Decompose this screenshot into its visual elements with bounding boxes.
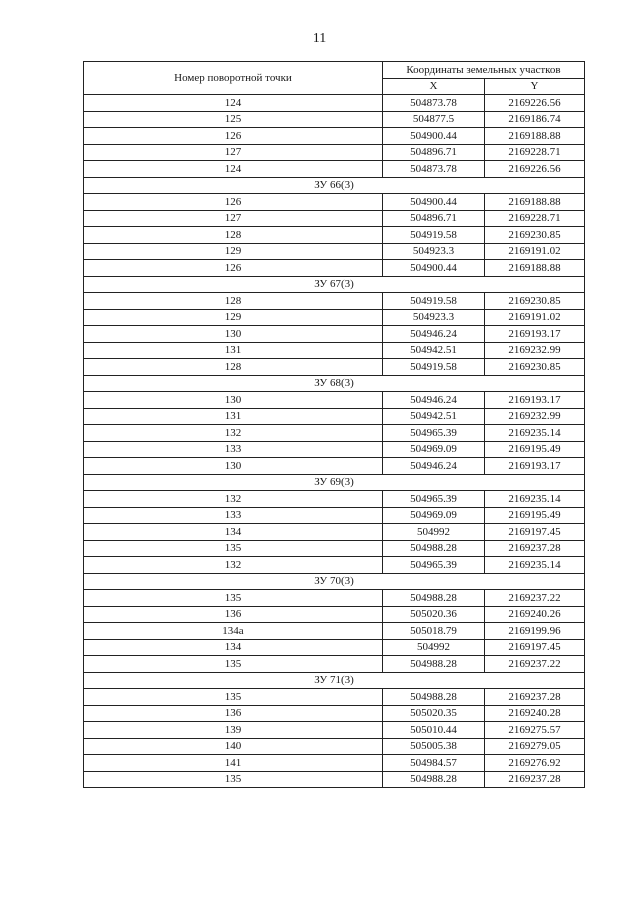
point-number-cell: 126 <box>84 194 383 211</box>
point-number-cell: 134а <box>84 623 383 640</box>
table-row <box>84 524 585 541</box>
y-coordinate-cell: 2169228.71 <box>485 210 585 227</box>
table-row <box>84 755 585 772</box>
point-number-cell: 124 <box>84 95 383 112</box>
point-number-cell: 133 <box>84 507 383 524</box>
y-coordinate-cell: 2169193.17 <box>485 326 585 343</box>
point-number-cell: 128 <box>84 293 383 310</box>
y-coordinate-cell: 2169188.88 <box>485 194 585 211</box>
point-number-cell: 129 <box>84 243 383 260</box>
x-coordinate-cell: 504946.24 <box>383 458 485 475</box>
y-coordinate-cell: 2169226.56 <box>485 95 585 112</box>
y-coordinate-cell: 2169230.85 <box>485 359 585 376</box>
point-number-cell: 131 <box>84 342 383 359</box>
point-number-cell: 129 <box>84 309 383 326</box>
section-row <box>84 474 585 491</box>
table-row <box>84 425 585 442</box>
x-coordinate-cell: 504946.24 <box>383 392 485 409</box>
y-coordinate-cell: 2169237.28 <box>485 689 585 706</box>
x-coordinate-cell: 504919.58 <box>383 227 485 244</box>
section-label: ЗУ 70(3) <box>84 573 585 590</box>
y-coordinate-cell: 2169235.14 <box>485 425 585 442</box>
x-coordinate-cell: 504923.3 <box>383 309 485 326</box>
y-coordinate-cell: 2169232.99 <box>485 342 585 359</box>
section-label: ЗУ 66(3) <box>84 177 585 194</box>
x-coordinate-cell: 504919.58 <box>383 293 485 310</box>
y-coordinate-cell: 2169237.22 <box>485 656 585 673</box>
table-row <box>84 623 585 640</box>
y-coordinate-cell: 2169191.02 <box>485 243 585 260</box>
x-coordinate-cell: 504919.58 <box>383 359 485 376</box>
point-number-cell: 130 <box>84 458 383 475</box>
x-coordinate-cell: 504992 <box>383 639 485 656</box>
x-coordinate-cell: 504896.71 <box>383 144 485 161</box>
point-number-cell: 128 <box>84 227 383 244</box>
point-number-cell: 135 <box>84 771 383 788</box>
section-row <box>84 672 585 689</box>
table-row <box>84 606 585 623</box>
y-header: Y <box>485 78 585 95</box>
point-number-cell: 127 <box>84 144 383 161</box>
section-label: ЗУ 68(3) <box>84 375 585 392</box>
x-coordinate-cell: 504900.44 <box>383 128 485 145</box>
point-number-cell: 140 <box>84 738 383 755</box>
table-row <box>84 771 585 788</box>
x-coordinate-cell: 504900.44 <box>383 260 485 277</box>
x-coordinate-cell: 504942.51 <box>383 342 485 359</box>
section-label: ЗУ 69(3) <box>84 474 585 491</box>
section-row <box>84 375 585 392</box>
point-number-header: Номер поворотной точки <box>84 62 383 95</box>
section-label: ЗУ 67(3) <box>84 276 585 293</box>
table-body <box>84 95 585 788</box>
point-number-cell: 136 <box>84 705 383 722</box>
y-coordinate-cell: 2169232.99 <box>485 408 585 425</box>
point-number-cell: 141 <box>84 755 383 772</box>
y-coordinate-cell: 2169199.96 <box>485 623 585 640</box>
x-coordinate-cell: 504873.78 <box>383 161 485 178</box>
x-header: X <box>383 78 485 95</box>
table-row <box>84 507 585 524</box>
table-row <box>84 144 585 161</box>
y-coordinate-cell: 2169195.49 <box>485 507 585 524</box>
section-row <box>84 177 585 194</box>
x-coordinate-cell: 504988.28 <box>383 540 485 557</box>
table-row <box>84 392 585 409</box>
table-row <box>84 557 585 574</box>
table-row <box>84 243 585 260</box>
table-row <box>84 111 585 128</box>
point-number-cell: 130 <box>84 392 383 409</box>
y-coordinate-cell: 2169275.57 <box>485 722 585 739</box>
y-coordinate-cell: 2169276.92 <box>485 755 585 772</box>
point-number-cell: 134 <box>84 639 383 656</box>
table-row <box>84 293 585 310</box>
x-coordinate-cell: 504965.39 <box>383 491 485 508</box>
y-coordinate-cell: 2169197.45 <box>485 639 585 656</box>
point-number-cell: 135 <box>84 689 383 706</box>
point-number-cell: 132 <box>84 491 383 508</box>
x-coordinate-cell: 504896.71 <box>383 210 485 227</box>
section-label: ЗУ 71(3) <box>84 672 585 689</box>
table-row <box>84 309 585 326</box>
x-coordinate-cell: 505018.79 <box>383 623 485 640</box>
table-row <box>84 705 585 722</box>
x-coordinate-cell: 505020.35 <box>383 705 485 722</box>
y-coordinate-cell: 2169279.05 <box>485 738 585 755</box>
x-coordinate-cell: 505010.44 <box>383 722 485 739</box>
point-number-cell: 127 <box>84 210 383 227</box>
y-coordinate-cell: 2169193.17 <box>485 392 585 409</box>
y-coordinate-cell: 2169240.26 <box>485 606 585 623</box>
point-number-cell: 124 <box>84 161 383 178</box>
table-row <box>84 260 585 277</box>
point-number-cell: 132 <box>84 425 383 442</box>
table-row <box>84 95 585 112</box>
point-number-cell: 134 <box>84 524 383 541</box>
point-number-cell: 130 <box>84 326 383 343</box>
table-row <box>84 326 585 343</box>
table-row <box>84 722 585 739</box>
x-coordinate-cell: 505020.36 <box>383 606 485 623</box>
y-coordinate-cell: 2169230.85 <box>485 227 585 244</box>
table-row <box>84 210 585 227</box>
y-coordinate-cell: 2169237.28 <box>485 771 585 788</box>
x-coordinate-cell: 504988.28 <box>383 656 485 673</box>
y-coordinate-cell: 2169240.28 <box>485 705 585 722</box>
section-row <box>84 573 585 590</box>
table-row <box>84 441 585 458</box>
x-coordinate-cell: 504923.3 <box>383 243 485 260</box>
section-row <box>84 276 585 293</box>
point-number-cell: 135 <box>84 656 383 673</box>
coordinates-table <box>83 61 585 788</box>
point-number-cell: 139 <box>84 722 383 739</box>
x-coordinate-cell: 504969.09 <box>383 441 485 458</box>
table-row <box>84 491 585 508</box>
table-row <box>84 408 585 425</box>
y-coordinate-cell: 2169235.14 <box>485 557 585 574</box>
point-number-cell: 126 <box>84 260 383 277</box>
table-row <box>84 227 585 244</box>
table-row <box>84 359 585 376</box>
x-coordinate-cell: 504946.24 <box>383 326 485 343</box>
point-number-cell: 135 <box>84 540 383 557</box>
x-coordinate-cell: 504984.57 <box>383 755 485 772</box>
coordinates-header: Координаты земельных участков <box>383 62 585 79</box>
point-number-cell: 136 <box>84 606 383 623</box>
point-number-cell: 132 <box>84 557 383 574</box>
point-number-cell: 135 <box>84 590 383 607</box>
table-row <box>84 639 585 656</box>
y-coordinate-cell: 2169230.85 <box>485 293 585 310</box>
point-number-cell: 131 <box>84 408 383 425</box>
x-coordinate-cell: 504965.39 <box>383 425 485 442</box>
y-coordinate-cell: 2169197.45 <box>485 524 585 541</box>
table-row <box>84 128 585 145</box>
table-row <box>84 540 585 557</box>
y-coordinate-cell: 2169186.74 <box>485 111 585 128</box>
y-coordinate-cell: 2169237.28 <box>485 540 585 557</box>
table-row <box>84 689 585 706</box>
y-coordinate-cell: 2169188.88 <box>485 128 585 145</box>
table-row <box>84 342 585 359</box>
y-coordinate-cell: 2169237.22 <box>485 590 585 607</box>
table-row <box>84 161 585 178</box>
x-coordinate-cell: 504873.78 <box>383 95 485 112</box>
x-coordinate-cell: 504992 <box>383 524 485 541</box>
table-row <box>84 738 585 755</box>
x-coordinate-cell: 504877.5 <box>383 111 485 128</box>
y-coordinate-cell: 2169226.56 <box>485 161 585 178</box>
x-coordinate-cell: 505005.38 <box>383 738 485 755</box>
table-row <box>84 194 585 211</box>
point-number-cell: 126 <box>84 128 383 145</box>
x-coordinate-cell: 504965.39 <box>383 557 485 574</box>
x-coordinate-cell: 504988.28 <box>383 771 485 788</box>
table-row <box>84 590 585 607</box>
y-coordinate-cell: 2169228.71 <box>485 144 585 161</box>
x-coordinate-cell: 504969.09 <box>383 507 485 524</box>
y-coordinate-cell: 2169188.88 <box>485 260 585 277</box>
y-coordinate-cell: 2169191.02 <box>485 309 585 326</box>
y-coordinate-cell: 2169193.17 <box>485 458 585 475</box>
x-coordinate-cell: 504900.44 <box>383 194 485 211</box>
point-number-cell: 133 <box>84 441 383 458</box>
y-coordinate-cell: 2169195.49 <box>485 441 585 458</box>
y-coordinate-cell: 2169235.14 <box>485 491 585 508</box>
x-coordinate-cell: 504988.28 <box>383 590 485 607</box>
page-number: 11 <box>312 31 327 46</box>
x-coordinate-cell: 504988.28 <box>383 689 485 706</box>
x-coordinate-cell: 504942.51 <box>383 408 485 425</box>
point-number-cell: 128 <box>84 359 383 376</box>
point-number-cell: 125 <box>84 111 383 128</box>
table-row <box>84 458 585 475</box>
table-row <box>84 656 585 673</box>
